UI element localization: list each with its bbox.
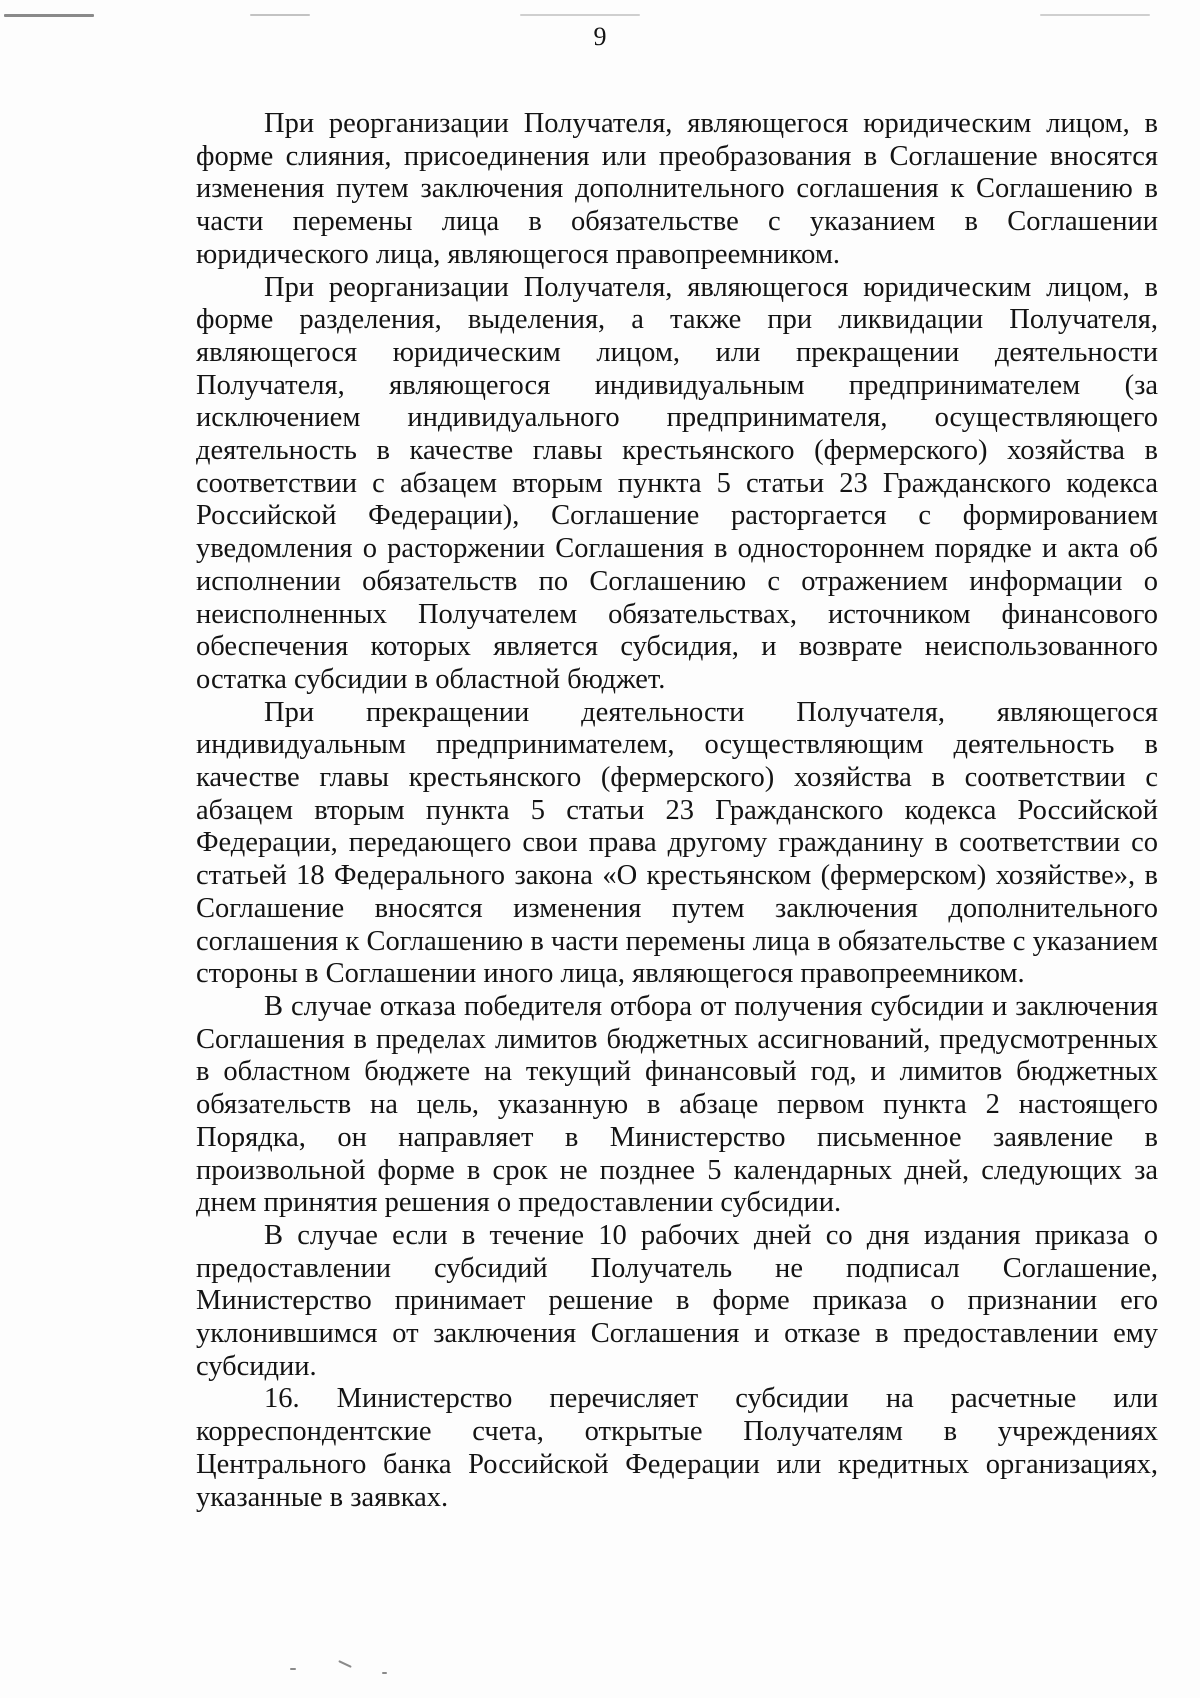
paragraph-reorganization-division: При реорганизации Получателя, являющегося юридическим лицом, в форме разделения, выделения, а также при ликвидации Получателя, являющегося юридическим лицом, или прекращении деятельности Получателя, являющегося индивидуальным предпринимателем (за исключением индивидуального предпринимателя, осуществляющего деятельность в качестве главы крестьянского (фермерского) хозяйства в соответствии с абзацем вторым пункта 5 статьи 23 Гражданского кодекса Российской Федерации), Соглашение расторгается с формированием уведомления о расторжении Соглашения в одностороннем порядке и акта об исполнении обязательств по Соглашению с отражением информации о неисполненных Получателем обязательствах, источником финансового обеспечения которых является субсидия, и возврате неиспользованного остатка субсидии в областной бюджет. — [196, 271, 1158, 695]
paragraph-signing-deadline: В случае если в течение 10 рабочих дней со дня издания приказа о предоставлении субсидий Получатель не подписал Соглашение, Министерство принимает решение в форме приказа о признании его уклонившимся от заключения Соглашения и отказе в предоставлении ему субсидии. — [196, 1219, 1158, 1382]
scan-artifact — [250, 14, 310, 16]
scan-artifact — [382, 1672, 387, 1674]
paragraph-16-transfer: 16. Министерство перечисляет субсидии на расчетные или корреспондентские счета, открытые Получателям в учреждениях Центрального банка Российской Федерации или кредитных организациях, указанные в заявках. — [196, 1383, 1158, 1513]
paragraph-refusal-of-winner: В случае отказа победителя отбора от получения субсидии и заключения Соглашения в пределах лимитов бюджетных ассигнований, предусмотренных в областном бюджете на текущий финансовый год, и лимитов бюджетных обязательств на цель, указанную в абзаце первом пункта 2 настоящего Порядка, он направляет в Министерство письменное заявление в произвольной форме в срок не позднее 5 календарных дней, следующих за днем принятия решения о предоставлении субсидии. — [196, 990, 1158, 1219]
paragraph-reorganization-merger: При реорганизации Получателя, являющегося юридическим лицом, в форме слияния, присоединения или преобразования в Соглашение вносятся изменения путем заключения дополнительного соглашения к Соглашению в части перемены лица в обязательстве с указанием в Соглашении юридического лица, являющегося правопреемником. — [196, 108, 1158, 270]
scan-artifact — [520, 14, 640, 16]
scan-artifact — [338, 1660, 352, 1668]
document-body — [196, 108, 1158, 1514]
page-number: 9 — [593, 22, 607, 51]
paragraph-farm-head-termination: При прекращении деятельности Получателя, являющегося индивидуальным предпринимателем, осуществляющим деятельность в качестве главы крестьянского (фермерского) хозяйства в соответствии с абзацем вторым пункта 5 статьи 23 Гражданского кодекса Российской Федерации, передающего свои права другому гражданину в соответствии со статьей 18 Федерального закона «О крестьянском (фермерском) хозяйстве», в Соглашение вносятся изменения путем заключения дополнительного соглашения к Соглашению в части перемены лица в обязательстве с указанием стороны в Соглашении иного лица, являющегося правопреемником. — [196, 696, 1158, 990]
scan-artifact — [4, 14, 94, 17]
scan-artifact — [1040, 14, 1150, 16]
scan-artifact — [290, 1668, 296, 1670]
